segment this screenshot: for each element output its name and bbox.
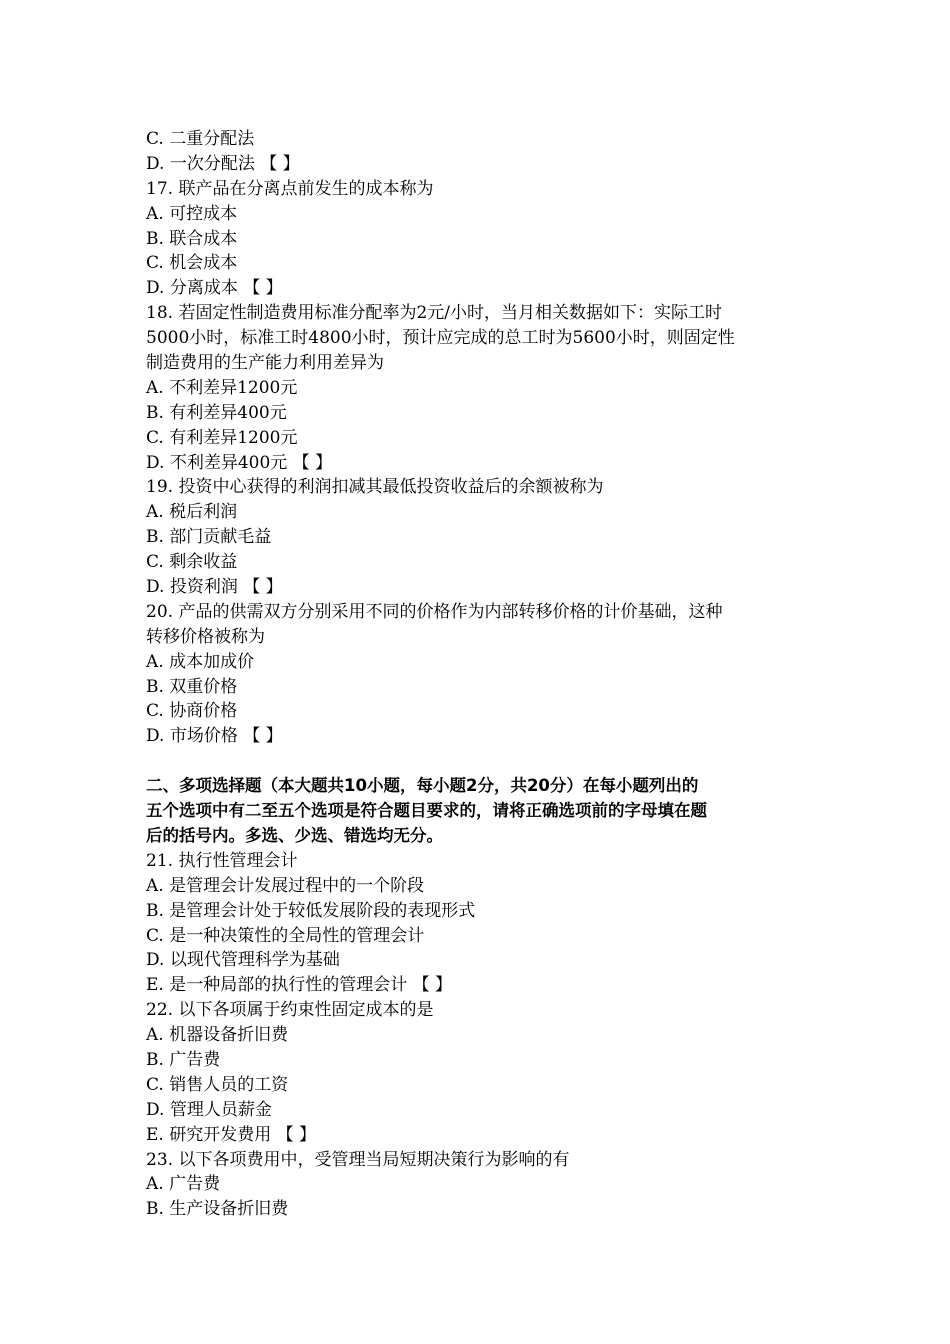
text-line: B. 生产设备折旧费 (146, 1199, 289, 1220)
text-line: A. 税后利润 (146, 502, 238, 523)
text-line: C. 剩余收益 (146, 552, 238, 573)
text-line: C. 二重分配法 (146, 129, 255, 149)
text-line: C. 销售人员的工资 (146, 1074, 289, 1095)
text-line: 制造费用的生产能力利用差异为 (146, 353, 384, 374)
text-line: D. 以现代管理科学为基础 (146, 950, 340, 971)
text-line: A. 可控成本 (146, 203, 238, 224)
text-line: 20. 产品的供需双方分别采用不同的价格作为内部转移价格的计价基础，这种 (146, 601, 723, 622)
heading-line: 二、多项选择题（本大题共10小题，每小题2分，共20分）在每小题列出的 (146, 776, 699, 796)
text-line: D. 分离成本 【 】 (146, 278, 283, 299)
text-line: 23. 以下各项费用中，受管理当局短期决策行为影响的有 (146, 1149, 570, 1170)
document-page (146, 127, 816, 1222)
text-line: A. 广告费 (146, 1174, 221, 1195)
text-line: 19. 投资中心获得的利润扣减其最低投资收益后的余额被称为 (146, 477, 604, 498)
text-line: A. 不利差异1200元 (146, 377, 298, 398)
text-line: D. 管理人员薪金 (146, 1099, 272, 1120)
text-line: E. 研究开发费用 【 】 (146, 1124, 317, 1145)
text-line: B. 双重价格 (146, 676, 238, 697)
text-line: 22. 以下各项属于约束性固定成本的是 (146, 1000, 434, 1021)
text-line: B. 是管理会计处于较低发展阶段的表现形式 (146, 900, 476, 921)
question-block-multiple-choice (146, 849, 816, 1222)
text-line: B. 有利差异400元 (146, 402, 287, 423)
text-line: 17. 联产品在分离点前发生的成本称为 (146, 178, 434, 199)
blank-line (146, 749, 816, 774)
text-line: A. 机器设备折旧费 (146, 1025, 289, 1046)
heading-line: 后的括号内。多选、少选、错选均无分。 (146, 825, 443, 845)
text-line: 18. 若固定性制造费用标准分配率为2元/小时，当月相关数据如下：实际工时 (146, 303, 722, 324)
text-line: C. 机会成本 (146, 253, 238, 274)
text-line: D. 投资利润 【 】 (146, 577, 283, 598)
text-line: D. 市场价格 【 】 (146, 726, 283, 747)
text-line: C. 有利差异1200元 (146, 427, 298, 448)
text-line: 5000小时，标准工时4800小时，预计应完成的总工时为5600小时，则固定性 (146, 328, 735, 349)
text-line: C. 是一种决策性的全局性的管理会计 (146, 925, 425, 946)
text-line: A. 成本加成价 (146, 651, 255, 672)
question-block-single-choice (146, 127, 816, 749)
text-line: B. 联合成本 (146, 228, 238, 249)
section-heading-multiple-choice (146, 774, 816, 849)
text-line: 21. 执行性管理会计 (146, 850, 298, 871)
text-line: 转移价格被称为 (146, 626, 265, 647)
text-line: E. 是一种局部的执行性的管理会计 【 】 (146, 975, 453, 996)
heading-line: 五个选项中有二至五个选项是符合题目要求的，请将正确选项前的字母填在题 (146, 801, 707, 821)
text-line: B. 广告费 (146, 1049, 221, 1070)
text-line: B. 部门贡献毛益 (146, 527, 272, 548)
text-line: D. 一次分配法 【 】 (146, 153, 300, 174)
text-line: D. 不利差异400元 【 】 (146, 452, 333, 473)
text-line: A. 是管理会计发展过程中的一个阶段 (146, 875, 425, 896)
text-line: C. 协商价格 (146, 701, 238, 722)
